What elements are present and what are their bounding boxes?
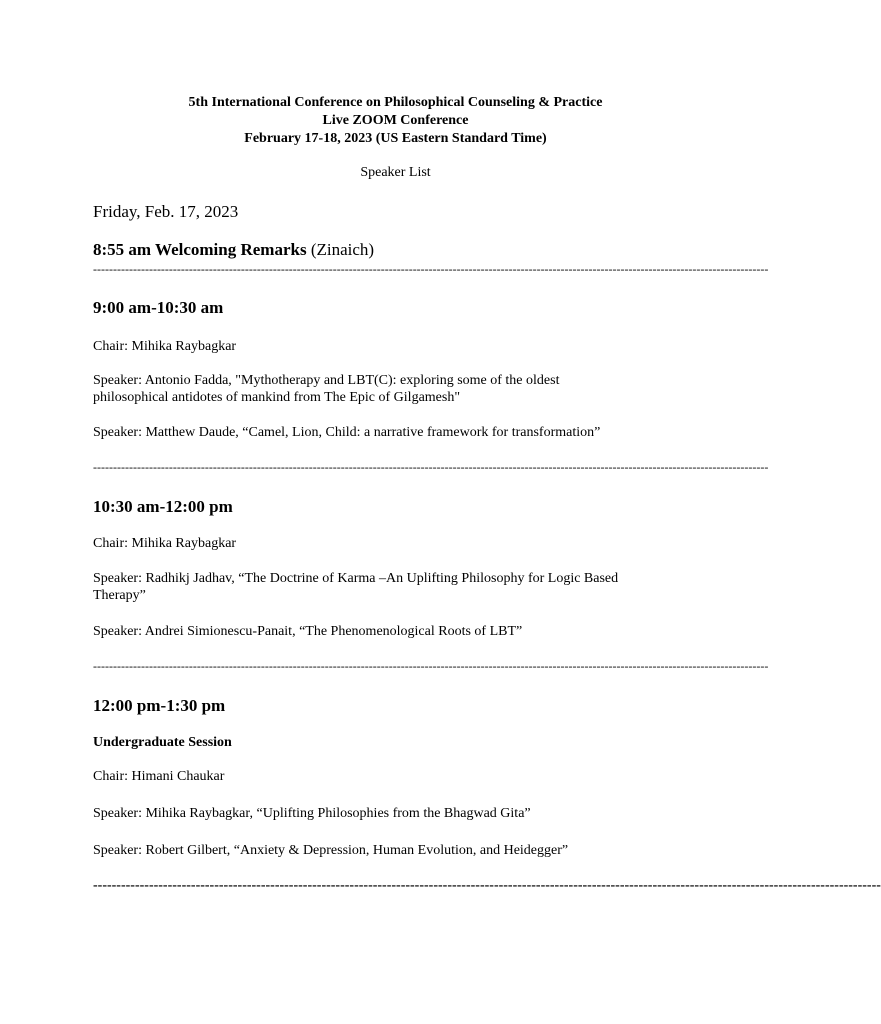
day-heading: Friday, Feb. 17, 2023 (93, 202, 239, 221)
speaker-entry-line: Therapy” (93, 588, 146, 603)
welcome-time-title: 8:55 am Welcoming Remarks (93, 240, 307, 259)
session-chair: Chair: Mihika Raybagkar (93, 536, 237, 551)
speaker-entry: Speaker: Andrei Simionescu-Panait, “The Phenomenological Roots of LBT” (93, 624, 523, 639)
speaker-entry-line: Speaker: Radhikj Jadhav, “The Doctrine of Karma –An Uplifting Philosophy for Logic Based (93, 571, 619, 586)
conference-dates: February 17-18, 2023 (US Eastern Standard Time) (244, 131, 547, 146)
session-chair: Chair: Mihika Raybagkar (93, 339, 237, 354)
separator-line: ------------------------------------------------------------------------------------------------------------------------------------------------------------------------- (93, 659, 769, 673)
speaker-list-subtitle: Speaker List (360, 165, 431, 180)
separator-line: ------------------------------------------------------------------------------------------------------------------------------------------------------------------------- (93, 262, 769, 276)
speaker-entry: Speaker: Robert Gilbert, “Anxiety & Depression, Human Evolution, and Heidegger” (93, 843, 569, 858)
speaker-entry-line: philosophical antidotes of mankind from The Epic of Gilgamesh" (93, 390, 461, 405)
conference-title: 5th International Conference on Philosophical Counseling & Practice (188, 95, 603, 110)
session-label: Undergraduate Session (93, 735, 232, 750)
welcome-host: (Zinaich) (310, 240, 375, 259)
speaker-entry: Speaker: Matthew Daude, “Camel, Lion, Child: a narrative framework for transformation” (93, 425, 601, 440)
separator-line: ------------------------------------------------------------------------------------------------------------------------------------------------------------------------- (93, 878, 881, 893)
conference-format: Live ZOOM Conference (322, 113, 469, 128)
speaker-entry-line: Speaker: Antonio Fadda, "Mythotherapy and LBT(C): exploring some of the oldest (93, 373, 560, 388)
session-chair: Chair: Himani Chaukar (93, 769, 225, 784)
session-time: 9:00 am-10:30 am (93, 298, 224, 317)
speaker-entry: Speaker: Mihika Raybagkar, “Uplifting Philosophies from the Bhagwad Gita” (93, 806, 531, 821)
separator-line: ------------------------------------------------------------------------------------------------------------------------------------------------------------------------- (93, 460, 769, 474)
session-time: 12:00 pm-1:30 pm (93, 696, 226, 715)
welcome-line (93, 240, 374, 260)
session-time: 10:30 am-12:00 pm (93, 497, 233, 516)
